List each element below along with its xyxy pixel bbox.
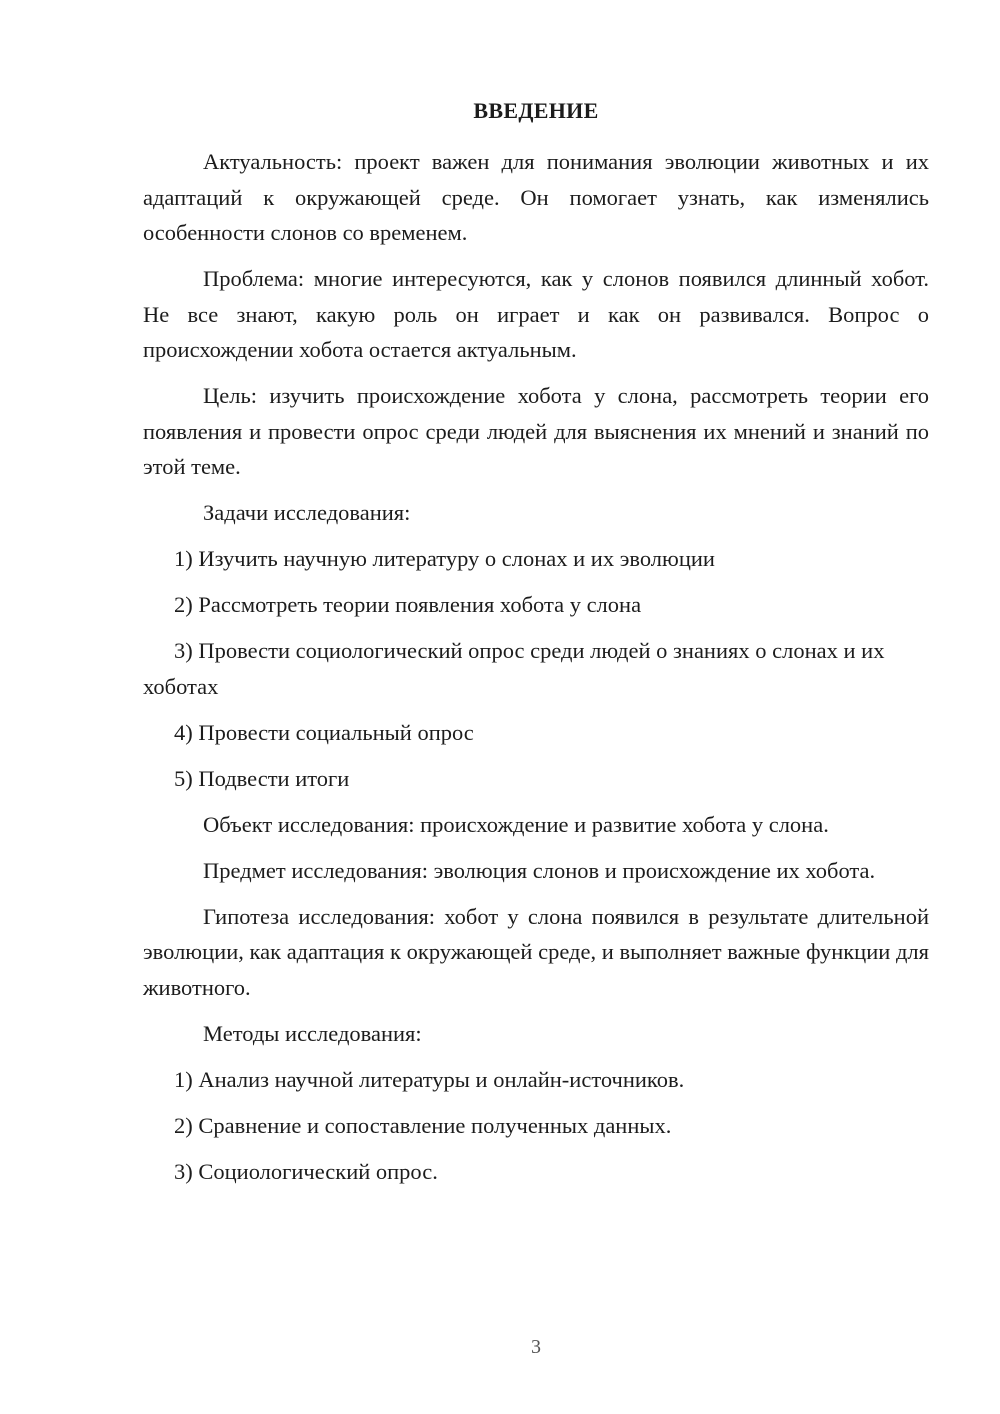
task-item-4: 4) Провести социальный опрос <box>174 719 474 745</box>
paragraph-relevance: Актуальность: проект важен для понимания эволюции животных и их адаптаций к окружающей среде. Он помогает узнать, как изменялись особенности слонов со временем. <box>143 149 929 245</box>
methods-heading: Методы исследования: <box>203 1020 422 1046</box>
method-item-3: 3) Социологический опрос. <box>174 1158 438 1184</box>
paragraph-subject: Предмет исследования: эволюция слонов и происхождение их хобота. <box>203 857 876 883</box>
paragraph-goal: Цель: изучить происхождение хобота у слона, рассмотреть теории его появления и провести опрос среди людей для выяснения их мнений и знаний по этой теме. <box>143 383 929 479</box>
page-number: 3 <box>531 1336 541 1358</box>
document-body <box>143 144 929 1200</box>
method-item-1: 1) Анализ научной литературы и онлайн-источников. <box>174 1066 685 1092</box>
method-item-2: 2) Сравнение и сопоставление полученных данных. <box>174 1112 672 1138</box>
paragraph-object: Объект исследования: происхождение и развитие хобота у слона. <box>203 811 829 837</box>
tasks-heading: Задачи исследования: <box>203 500 411 525</box>
section-heading: ВВЕДЕНИЕ <box>473 98 599 123</box>
paragraph-hypothesis: Гипотеза исследования: хобот у слона появился в результате длительной эволюции, как адаптация к окружающей среде, и выполняет важные функции для животного. <box>143 903 929 1000</box>
task-item-5: 5) Подвести итоги <box>174 765 350 791</box>
paragraph-problem: Проблема: многие интересуются, как у слонов появился длинный хобот. Не все знают, какую роль он играет и как он развивался. Вопрос о происхождении хобота остается актуальным. <box>143 266 929 362</box>
task-item-3: 3) Провести социологический опрос среди людей о знаниях о слонах и их хоботах <box>143 638 885 699</box>
task-item-2: 2) Рассмотреть теории появления хобота у слона <box>174 592 642 617</box>
task-item-1: 1) Изучить научную литературу о слонах и их эволюции <box>174 546 715 571</box>
